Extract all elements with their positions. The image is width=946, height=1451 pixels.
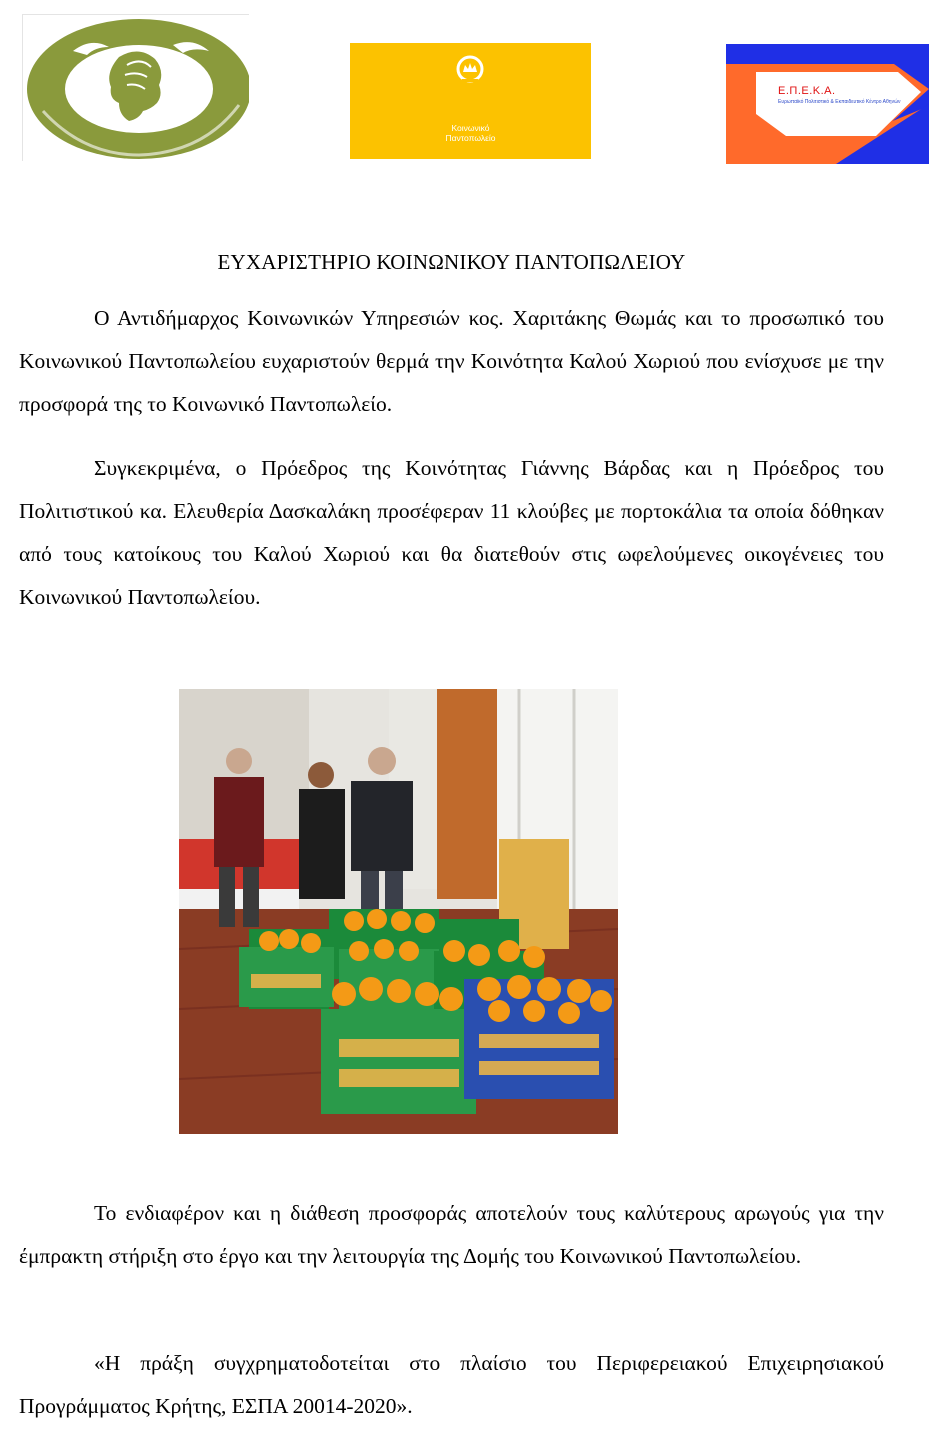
donation-photo [179, 689, 618, 1134]
paragraph-text: Συγκεκριμένα, ο Πρόεδρος της Κοινότητας Γιάννης Βάρδας και η Πρόεδρος του Πολιτιστικού κα. Ελευθερία Δασκαλάκη προσέφεραν 11 κλούβες με πορτοκάλια τα οποία δόθηκαν από τους κατοίκους του Καλού Χωριού και θα διατεθούν στις ωφελούμενες οικογένειες του Κοινωνικού Παντοπωλείου. [19, 456, 884, 609]
paragraph-thanks [19, 297, 884, 426]
paragraph-appreciation [19, 1192, 884, 1278]
document-title: ΕΥΧΑΡΙΣΤΗΡΙΟ ΚΟΙΝΩΝΙΚΟΥ ΠΑΝΤΟΠΩΛΕΙΟΥ [217, 250, 686, 274]
photo-oranges-crates-icon [179, 689, 618, 1134]
paragraph-text: Το ενδιαφέρον και η διάθεση προσφοράς αποτελούν τους καλύτερους αρωγούς για την έμπρακτη στήριξη στο έργο και την λειτουργία της Δομής του Κοινωνικού Παντοπωλείου. [19, 1201, 884, 1268]
epeka-logo [726, 44, 929, 164]
coin-seal-logo-icon [23, 15, 249, 161]
paragraph-text: Ο Αντιδήμαρχος Κοινωνικών Υπηρεσιών κος. Χαριτάκης Θωμάς και το προσωπικό του Κοινωνικού Παντοπωλείου ευχαριστούν θερμά την Κοινότητα Καλού Χωριού που ενίσχυσε με την προσφορά της το Κοινωνικό Παντοπωλείο. [19, 306, 884, 416]
paragraph-details [19, 447, 884, 619]
pantopoleio-logo [350, 43, 591, 159]
epeka-logo-subtitle: Ευρωπαϊκό Πολιτιστικό & Εκπαιδευτικό Κέντρο Αθηνών [778, 99, 901, 105]
crown-ring-logo-icon [350, 43, 591, 123]
municipality-logo [22, 14, 249, 161]
epeka-logo-title: Ε.Π.Ε.Κ.Α. [778, 85, 836, 97]
pantopoleio-logo-text: Κοινωνικό Παντοπωλείο [445, 123, 496, 143]
paragraph-text: «Η πράξη συγχρηματοδοτείται στο πλαίσιο του Περιφερειακού Επιχειρησιακού Προγράμματος Κρήτης, ΕΣΠΑ 20014-2020». [19, 1351, 884, 1418]
paragraph-funding [19, 1342, 884, 1428]
